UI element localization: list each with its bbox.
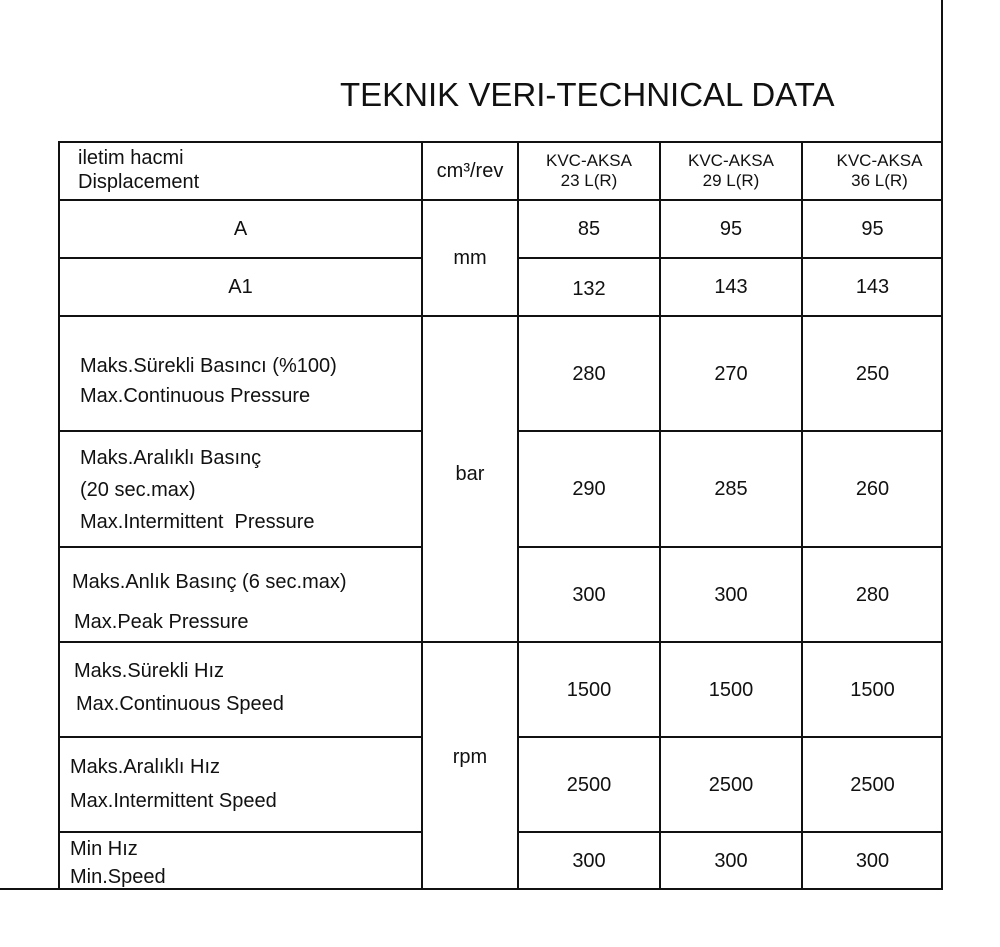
value-cell [801, 736, 942, 831]
value-cell [659, 257, 801, 315]
value-text: 300 [855, 850, 890, 872]
row-label-intermittent-speed [58, 736, 421, 831]
value-cell [517, 430, 659, 546]
value-cell [659, 831, 801, 889]
row-label-a1 [58, 257, 421, 315]
value-text: 2500 [708, 773, 754, 796]
value-cell [659, 736, 801, 831]
unit-mm [421, 199, 517, 315]
row-label-tr-note: (20 sec.max) [80, 479, 196, 501]
unit-text: mm [453, 247, 487, 269]
value-text: 95 [719, 218, 743, 240]
value-text: 300 [572, 583, 606, 606]
row-label-text: A1 [228, 276, 253, 298]
model-size: 36 L(R) [851, 171, 908, 190]
unit-text: bar [455, 463, 485, 485]
value-text: 290 [572, 478, 606, 500]
value-cell [801, 641, 942, 736]
row-label-min-speed [58, 831, 421, 889]
row-label-text: A [233, 218, 248, 240]
value-cell [517, 315, 659, 430]
value-cell [801, 831, 942, 889]
value-text: 280 [572, 362, 606, 385]
row-label-tr: Maks.Aralıklı Basınç [80, 447, 262, 469]
value-text: 270 [714, 362, 748, 385]
row-label-tr: Maks.Sürekli Hız [74, 660, 225, 682]
value-cell [517, 199, 659, 257]
value-cell [659, 199, 801, 257]
row-label-tr: Maks.Sürekli Basıncı (%100) [80, 355, 337, 377]
row-label-tr: Min Hız [70, 838, 138, 860]
row-label-en: Max.Continuous Pressure [80, 385, 311, 407]
model-size: 29 L(R) [702, 171, 760, 190]
value-text: 250 [855, 362, 890, 385]
value-cell [801, 430, 942, 546]
value-text: 2500 [850, 773, 895, 796]
row-label-intermittent-pressure [58, 430, 421, 546]
model-name: KVC-AKSA [688, 150, 774, 170]
row-label-en: Max.Intermittent Pressure [80, 511, 315, 533]
value-cell [801, 199, 942, 257]
value-cell [517, 831, 659, 889]
model-name: KVC-AKSA [546, 150, 632, 170]
value-cell [517, 257, 659, 315]
value-cell [801, 257, 942, 315]
page-title: TEKNIK VERI-TECHNICAL DATA [340, 76, 835, 113]
value-text: 280 [855, 583, 890, 606]
value-text: 2500 [566, 773, 612, 796]
model-size: 23 L(R) [560, 171, 618, 190]
value-text: 1500 [850, 678, 895, 701]
row-label-en: Min.Speed [70, 866, 166, 888]
row-label-continuous-pressure [58, 315, 421, 430]
header-unit-text: cm³/rev [436, 160, 504, 182]
value-text: 300 [714, 850, 748, 872]
value-cell [801, 315, 942, 430]
row-label-tr: Maks.Aralıklı Hız [70, 756, 221, 778]
header-model-3 [801, 141, 942, 199]
value-text: 1500 [566, 678, 612, 701]
model-name: KVC-AKSA [836, 150, 923, 170]
value-cell [659, 430, 801, 546]
row-label-continuous-speed [58, 641, 421, 736]
header-unit [421, 141, 517, 199]
unit-bar [421, 315, 517, 641]
header-displacement-label [58, 141, 421, 199]
row-label-tr: Maks.Anlık Basınç (6 sec.max) [72, 571, 347, 593]
value-text: 300 [714, 583, 748, 606]
value-cell [801, 546, 942, 641]
value-text: 260 [855, 478, 890, 500]
value-text: 285 [714, 478, 748, 500]
value-text: 143 [855, 276, 890, 298]
value-text: 300 [572, 850, 606, 872]
value-text: 85 [577, 218, 601, 240]
value-text: 143 [714, 276, 748, 298]
value-cell [659, 546, 801, 641]
header-label-en: Displacement [78, 171, 200, 193]
value-cell [517, 641, 659, 736]
unit-rpm [421, 641, 517, 889]
header-model-2 [659, 141, 801, 199]
value-text: 132 [572, 278, 606, 300]
value-cell [659, 641, 801, 736]
value-cell [517, 546, 659, 641]
row-label-en: Max.Continuous Speed [76, 693, 284, 715]
value-cell [659, 315, 801, 430]
row-label-en: Max.Peak Pressure [74, 611, 249, 633]
header-model-1 [517, 141, 659, 199]
value-cell [517, 736, 659, 831]
header-label-tr: iletim hacmi [78, 147, 184, 169]
value-text: 1500 [708, 678, 754, 701]
unit-text: rpm [452, 746, 488, 768]
row-label-a [58, 199, 421, 257]
row-label-en: Max.Intermittent Speed [70, 790, 277, 812]
value-text: 95 [861, 218, 884, 240]
row-label-peak-pressure [58, 546, 421, 641]
